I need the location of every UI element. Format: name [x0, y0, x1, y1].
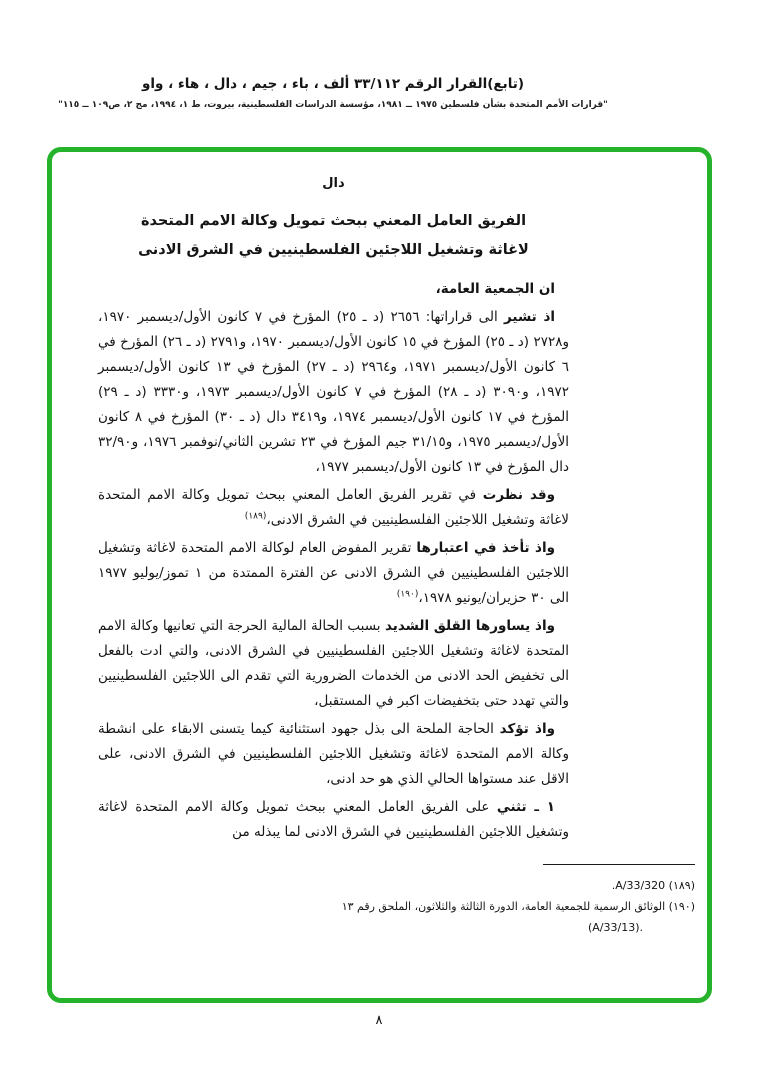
footnote-marker-190: (١٩٠) [396, 589, 419, 600]
main-text-column [98, 168, 697, 848]
paragraph-lead: ان الجمعية العامة، [435, 281, 555, 297]
paragraph-text: تقرير المفوض العام لوكالة الامم المتحدة لاغاثة وتشغيل اللاجئين الفلسطينيين في الشرق الادنى عن الفترة الممتدة من ١ تموز/يوليو ١٩٧٧ الى ٣٠ حزيران/يونيو ١٩٧٨، [98, 540, 569, 606]
paragraph-operative-1 [98, 795, 569, 845]
paragraph-text: الحاجة الملحة الى بذل جهود استثنائية كيما يتسنى الابقاء على انشطة وكالة الامم المتحدة لاغاثة وتشغيل اللاجئين الفلسطينيين في الشرق الادنى، على الاقل عند مستواها الحالي الذي هو حد ادنى، [98, 721, 569, 787]
resolution-header-title: (تابع)القرار الرقم ٣٣/١١٢ ألف ، باء ، جيم ، دال ، هاء ، واو [141, 76, 525, 92]
footnotes-section [98, 864, 697, 938]
document-title-line1: الفريق العامل المعني ببحث تمويل وكالة الامم المتحدة [140, 213, 527, 229]
paragraph-lead: ١ ـ تثني [496, 799, 556, 815]
paragraph-lead: اذ تشير [504, 309, 555, 325]
paragraph-lead: واذ يساورها القلق الشديد [384, 618, 555, 634]
section-letter: دال [322, 176, 345, 191]
paragraph-gravely-concerned [98, 614, 569, 714]
footnote-190-document-symbol: (A/33/13). [587, 921, 643, 934]
footnote-190 [98, 896, 695, 938]
source-citation: "قرارات الأمم المتحدة بشأن فلسطين ١٩٧٥ ــ ١٩٨١، مؤسسة الدراسات الفلسطينية، بيروت، ط ١، ١٩٩٤، مج ٢، ص١٠٩ ــ ١١٥" [58, 100, 608, 110]
document-title-line2: لاغاثة وتشغيل اللاجئين الفلسطينيين في الشرق الادنى [138, 242, 529, 258]
paragraph-text: في تقرير الفريق العامل المعني ببحث تمويل وكالة الامم المتحدة لاغاثة وتشغيل اللاجئين الفلسطينيين في الشرق الادنى، [98, 487, 569, 528]
footnote-189: (١٨٩) A/33/320. [611, 879, 695, 892]
footnote-marker-189: (١٨٩) [244, 511, 267, 522]
paragraph-lead: وقد نظرت [482, 487, 555, 503]
paragraph-opening [98, 277, 569, 302]
paragraph-lead: واذ تؤكد [499, 721, 555, 737]
paragraph-text: بسبب الحالة المالية الحرجة التي تعانيها وكالة الامم المتحدة لاغاثة وتشغيل اللاجئين الفلسطينيين في الشرق الادنى، والتي ادت بالفعل الى تخفيض الحد الادنى من الخدمات الضرورية التي تقدم الى اللاجئين الفلسطينيين والتي تهدد حتى بتخفيضات اكبر في المستقبل، [98, 618, 569, 709]
page-header [0, 0, 758, 110]
footnote-190-text: (١٩٠) الوثائق الرسمية للجمعية العامة، الدورة الثالثة والثلاثون، الملحق رقم ١٣ [341, 900, 695, 913]
paragraph-text: الى قراراتها: ٢٦٥٦ (د ـ ٢٥) المؤرخ في ٧ كانون الأول/ديسمبر ١٩٧٠، و٢٧٢٨ (د ـ ٢٥) المؤرخ في ١٥ كانون الأول/ديسمبر ١٩٧٠، و٢٧٩١ (د ـ ٢٦) المؤرخ في ٦ كانون الأول/ديسمبر ١٩٧١، و٢٩٦٤ (د ـ ٢٧) المؤرخ في ١٣ كانون الأول/ديسمبر ١٩٧٢، و٣٠٩٠ (د ـ ٢٨) المؤرخ في ٧ كانون الأول/ديسمبر ١٩٧٣، و٣٣٣٠ (د ـ ٢٩) المؤرخ في ١٧ كانون الأول/ديسمبر ١٩٧٤، و٣٤١٩ دال (د ـ ٣٠) المؤرخ في ٨ كانون الأول/ديسمبر ١٩٧٥، و٣١/١٥ جيم المؤرخ في ٢٣ تشرين الثاني/نوفمبر ١٩٧٦، و٣٢/٩٠ دال المؤرخ في ١٣ كانون الأول/ديسمبر ١٩٧٧، [98, 309, 570, 475]
paragraph-lead: واذ تأخذ في اعتبارها [416, 540, 555, 556]
paragraph-recalling [98, 305, 569, 480]
paragraph-having-considered [98, 483, 569, 533]
page-number: ٨ [375, 1013, 383, 1028]
paragraph-text: على الفريق العامل المعني ببحث تمويل وكالة الامم المتحدة لاغاثة وتشغيل اللاجئين الفلسطينيين في الشرق الادنى لما يبذله من [98, 799, 569, 840]
paragraph-emphasizing [98, 717, 569, 792]
content-frame [47, 147, 712, 1003]
document-title [98, 207, 569, 265]
paragraph-taking-into-account [98, 536, 569, 611]
footnote-separator-rule [543, 864, 695, 865]
